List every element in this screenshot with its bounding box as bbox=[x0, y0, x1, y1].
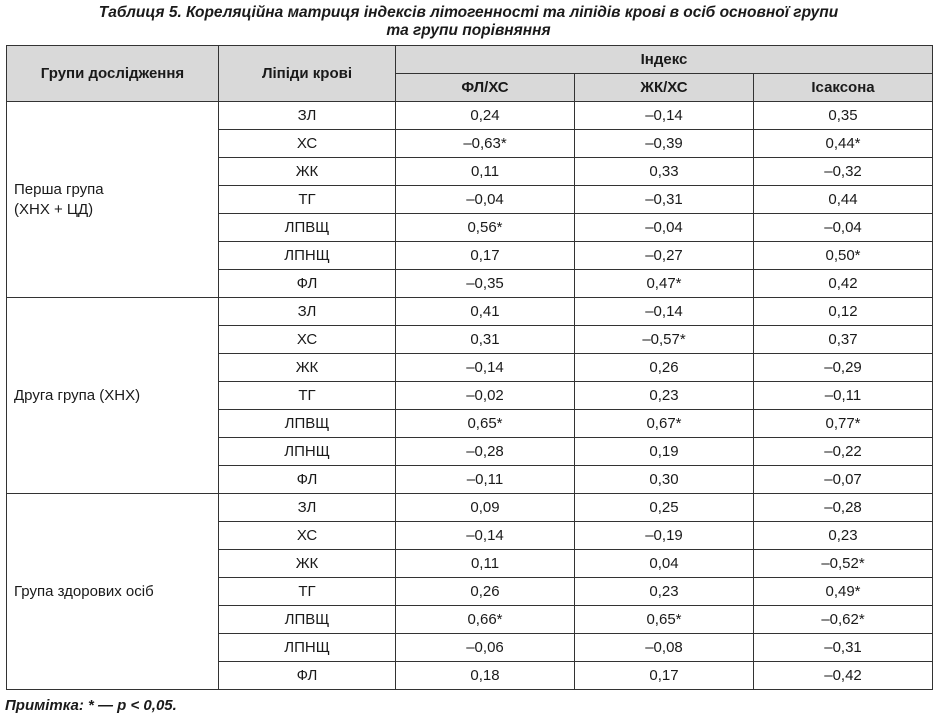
lipid-cell: ФЛ bbox=[219, 662, 396, 690]
group-name-cell bbox=[7, 102, 219, 298]
lipid-cell: ЛПВЩ bbox=[219, 606, 396, 634]
fl-xs-cell: –0,14 bbox=[396, 354, 575, 382]
group-name-line1: Група здорових осіб bbox=[14, 582, 154, 600]
zhk-xs-cell: –0,08 bbox=[575, 634, 754, 662]
isaksona-cell: 0,44* bbox=[754, 130, 933, 158]
isaksona-cell: –0,04 bbox=[754, 214, 933, 242]
isaksona-cell: –0,62* bbox=[754, 606, 933, 634]
table-row bbox=[7, 102, 933, 130]
zhk-xs-cell: –0,27 bbox=[575, 242, 754, 270]
table-title-line1: Таблиця 5. Кореляційна матриця індексів літогенності та ліпідів крові в осіб основної групи bbox=[98, 4, 839, 21]
fl-xs-cell: –0,04 bbox=[396, 186, 575, 214]
fl-xs-cell: 0,56* bbox=[396, 214, 575, 242]
lipid-cell: ЗЛ bbox=[219, 494, 396, 522]
zhk-xs-cell: 0,30 bbox=[575, 466, 754, 494]
table-title-line2: та групи порівняння bbox=[386, 22, 551, 39]
zhk-xs-cell: 0,23 bbox=[575, 578, 754, 606]
header-lipids: Ліпіди крові bbox=[219, 46, 396, 102]
fl-xs-cell: –0,63* bbox=[396, 130, 575, 158]
fl-xs-cell: 0,66* bbox=[396, 606, 575, 634]
lipid-cell: ЛПНЩ bbox=[219, 242, 396, 270]
table-body bbox=[7, 102, 933, 690]
table-note: Примітка: * — p < 0,05. bbox=[5, 697, 177, 714]
table-title bbox=[0, 4, 937, 40]
header-group: Групи дослідження bbox=[7, 46, 219, 102]
zhk-xs-cell: 0,17 bbox=[575, 662, 754, 690]
fl-xs-cell: 0,11 bbox=[396, 550, 575, 578]
table-row bbox=[7, 298, 933, 326]
isaksona-cell: –0,42 bbox=[754, 662, 933, 690]
isaksona-cell: –0,11 bbox=[754, 382, 933, 410]
zhk-xs-cell: 0,19 bbox=[575, 438, 754, 466]
lipid-cell: ЛПВЩ bbox=[219, 410, 396, 438]
lipid-cell: ХС bbox=[219, 326, 396, 354]
header-isaksona: Ісаксона bbox=[754, 74, 933, 102]
isaksona-cell: –0,32 bbox=[754, 158, 933, 186]
zhk-xs-cell: 0,25 bbox=[575, 494, 754, 522]
zhk-xs-cell: –0,14 bbox=[575, 102, 754, 130]
fl-xs-cell: –0,02 bbox=[396, 382, 575, 410]
lipid-cell: ФЛ bbox=[219, 466, 396, 494]
isaksona-cell: –0,07 bbox=[754, 466, 933, 494]
lipid-cell: ЛПНЩ bbox=[219, 634, 396, 662]
isaksona-cell: 0,35 bbox=[754, 102, 933, 130]
isaksona-cell: 0,44 bbox=[754, 186, 933, 214]
fl-xs-cell: 0,24 bbox=[396, 102, 575, 130]
lipid-cell: ФЛ bbox=[219, 270, 396, 298]
fl-xs-cell: –0,35 bbox=[396, 270, 575, 298]
zhk-xs-cell: 0,26 bbox=[575, 354, 754, 382]
fl-xs-cell: 0,41 bbox=[396, 298, 575, 326]
fl-xs-cell: –0,06 bbox=[396, 634, 575, 662]
zhk-xs-cell: –0,39 bbox=[575, 130, 754, 158]
isaksona-cell: –0,29 bbox=[754, 354, 933, 382]
zhk-xs-cell: 0,67* bbox=[575, 410, 754, 438]
isaksona-cell: 0,77* bbox=[754, 410, 933, 438]
header-zhk-xs: ЖК/ХС bbox=[575, 74, 754, 102]
group-name-cell bbox=[7, 494, 219, 690]
isaksona-cell: 0,42 bbox=[754, 270, 933, 298]
zhk-xs-cell: 0,04 bbox=[575, 550, 754, 578]
zhk-xs-cell: 0,65* bbox=[575, 606, 754, 634]
group-name-line1: Перша група bbox=[14, 180, 104, 198]
isaksona-cell: 0,12 bbox=[754, 298, 933, 326]
isaksona-cell: –0,28 bbox=[754, 494, 933, 522]
lipid-cell: ТГ bbox=[219, 578, 396, 606]
isaksona-cell: 0,37 bbox=[754, 326, 933, 354]
lipid-cell: ХС bbox=[219, 130, 396, 158]
lipid-cell: ЖК bbox=[219, 550, 396, 578]
isaksona-cell: –0,31 bbox=[754, 634, 933, 662]
zhk-xs-cell: 0,23 bbox=[575, 382, 754, 410]
lipid-cell: ЗЛ bbox=[219, 298, 396, 326]
fl-xs-cell: 0,11 bbox=[396, 158, 575, 186]
header-index: Індекс bbox=[396, 46, 933, 74]
lipid-cell: ЛПНЩ bbox=[219, 438, 396, 466]
zhk-xs-cell: –0,04 bbox=[575, 214, 754, 242]
fl-xs-cell: 0,18 bbox=[396, 662, 575, 690]
fl-xs-cell: 0,65* bbox=[396, 410, 575, 438]
zhk-xs-cell: –0,19 bbox=[575, 522, 754, 550]
isaksona-cell: –0,52* bbox=[754, 550, 933, 578]
lipid-cell: ЛПВЩ bbox=[219, 214, 396, 242]
lipid-cell: ТГ bbox=[219, 186, 396, 214]
group-name-line1: Друга група (ХНХ) bbox=[14, 386, 141, 404]
group-name-line2: (ХНХ + ЦД) bbox=[14, 200, 94, 218]
fl-xs-cell: 0,09 bbox=[396, 494, 575, 522]
zhk-xs-cell: –0,14 bbox=[575, 298, 754, 326]
lipid-cell: ЗЛ bbox=[219, 102, 396, 130]
fl-xs-cell: –0,11 bbox=[396, 466, 575, 494]
isaksona-cell: –0,22 bbox=[754, 438, 933, 466]
fl-xs-cell: –0,14 bbox=[396, 522, 575, 550]
group-name-cell bbox=[7, 298, 219, 494]
zhk-xs-cell: 0,47* bbox=[575, 270, 754, 298]
lipid-cell: ЖК bbox=[219, 354, 396, 382]
fl-xs-cell: 0,31 bbox=[396, 326, 575, 354]
fl-xs-cell: 0,17 bbox=[396, 242, 575, 270]
zhk-xs-cell: 0,33 bbox=[575, 158, 754, 186]
table-row bbox=[7, 494, 933, 522]
isaksona-cell: 0,49* bbox=[754, 578, 933, 606]
header-fl-xs: ФЛ/ХС bbox=[396, 74, 575, 102]
zhk-xs-cell: –0,57* bbox=[575, 326, 754, 354]
isaksona-cell: 0,50* bbox=[754, 242, 933, 270]
fl-xs-cell: 0,26 bbox=[396, 578, 575, 606]
lipid-cell: ЖК bbox=[219, 158, 396, 186]
correlation-table bbox=[6, 45, 933, 690]
fl-xs-cell: –0,28 bbox=[396, 438, 575, 466]
zhk-xs-cell: –0,31 bbox=[575, 186, 754, 214]
lipid-cell: ХС bbox=[219, 522, 396, 550]
isaksona-cell: 0,23 bbox=[754, 522, 933, 550]
lipid-cell: ТГ bbox=[219, 382, 396, 410]
